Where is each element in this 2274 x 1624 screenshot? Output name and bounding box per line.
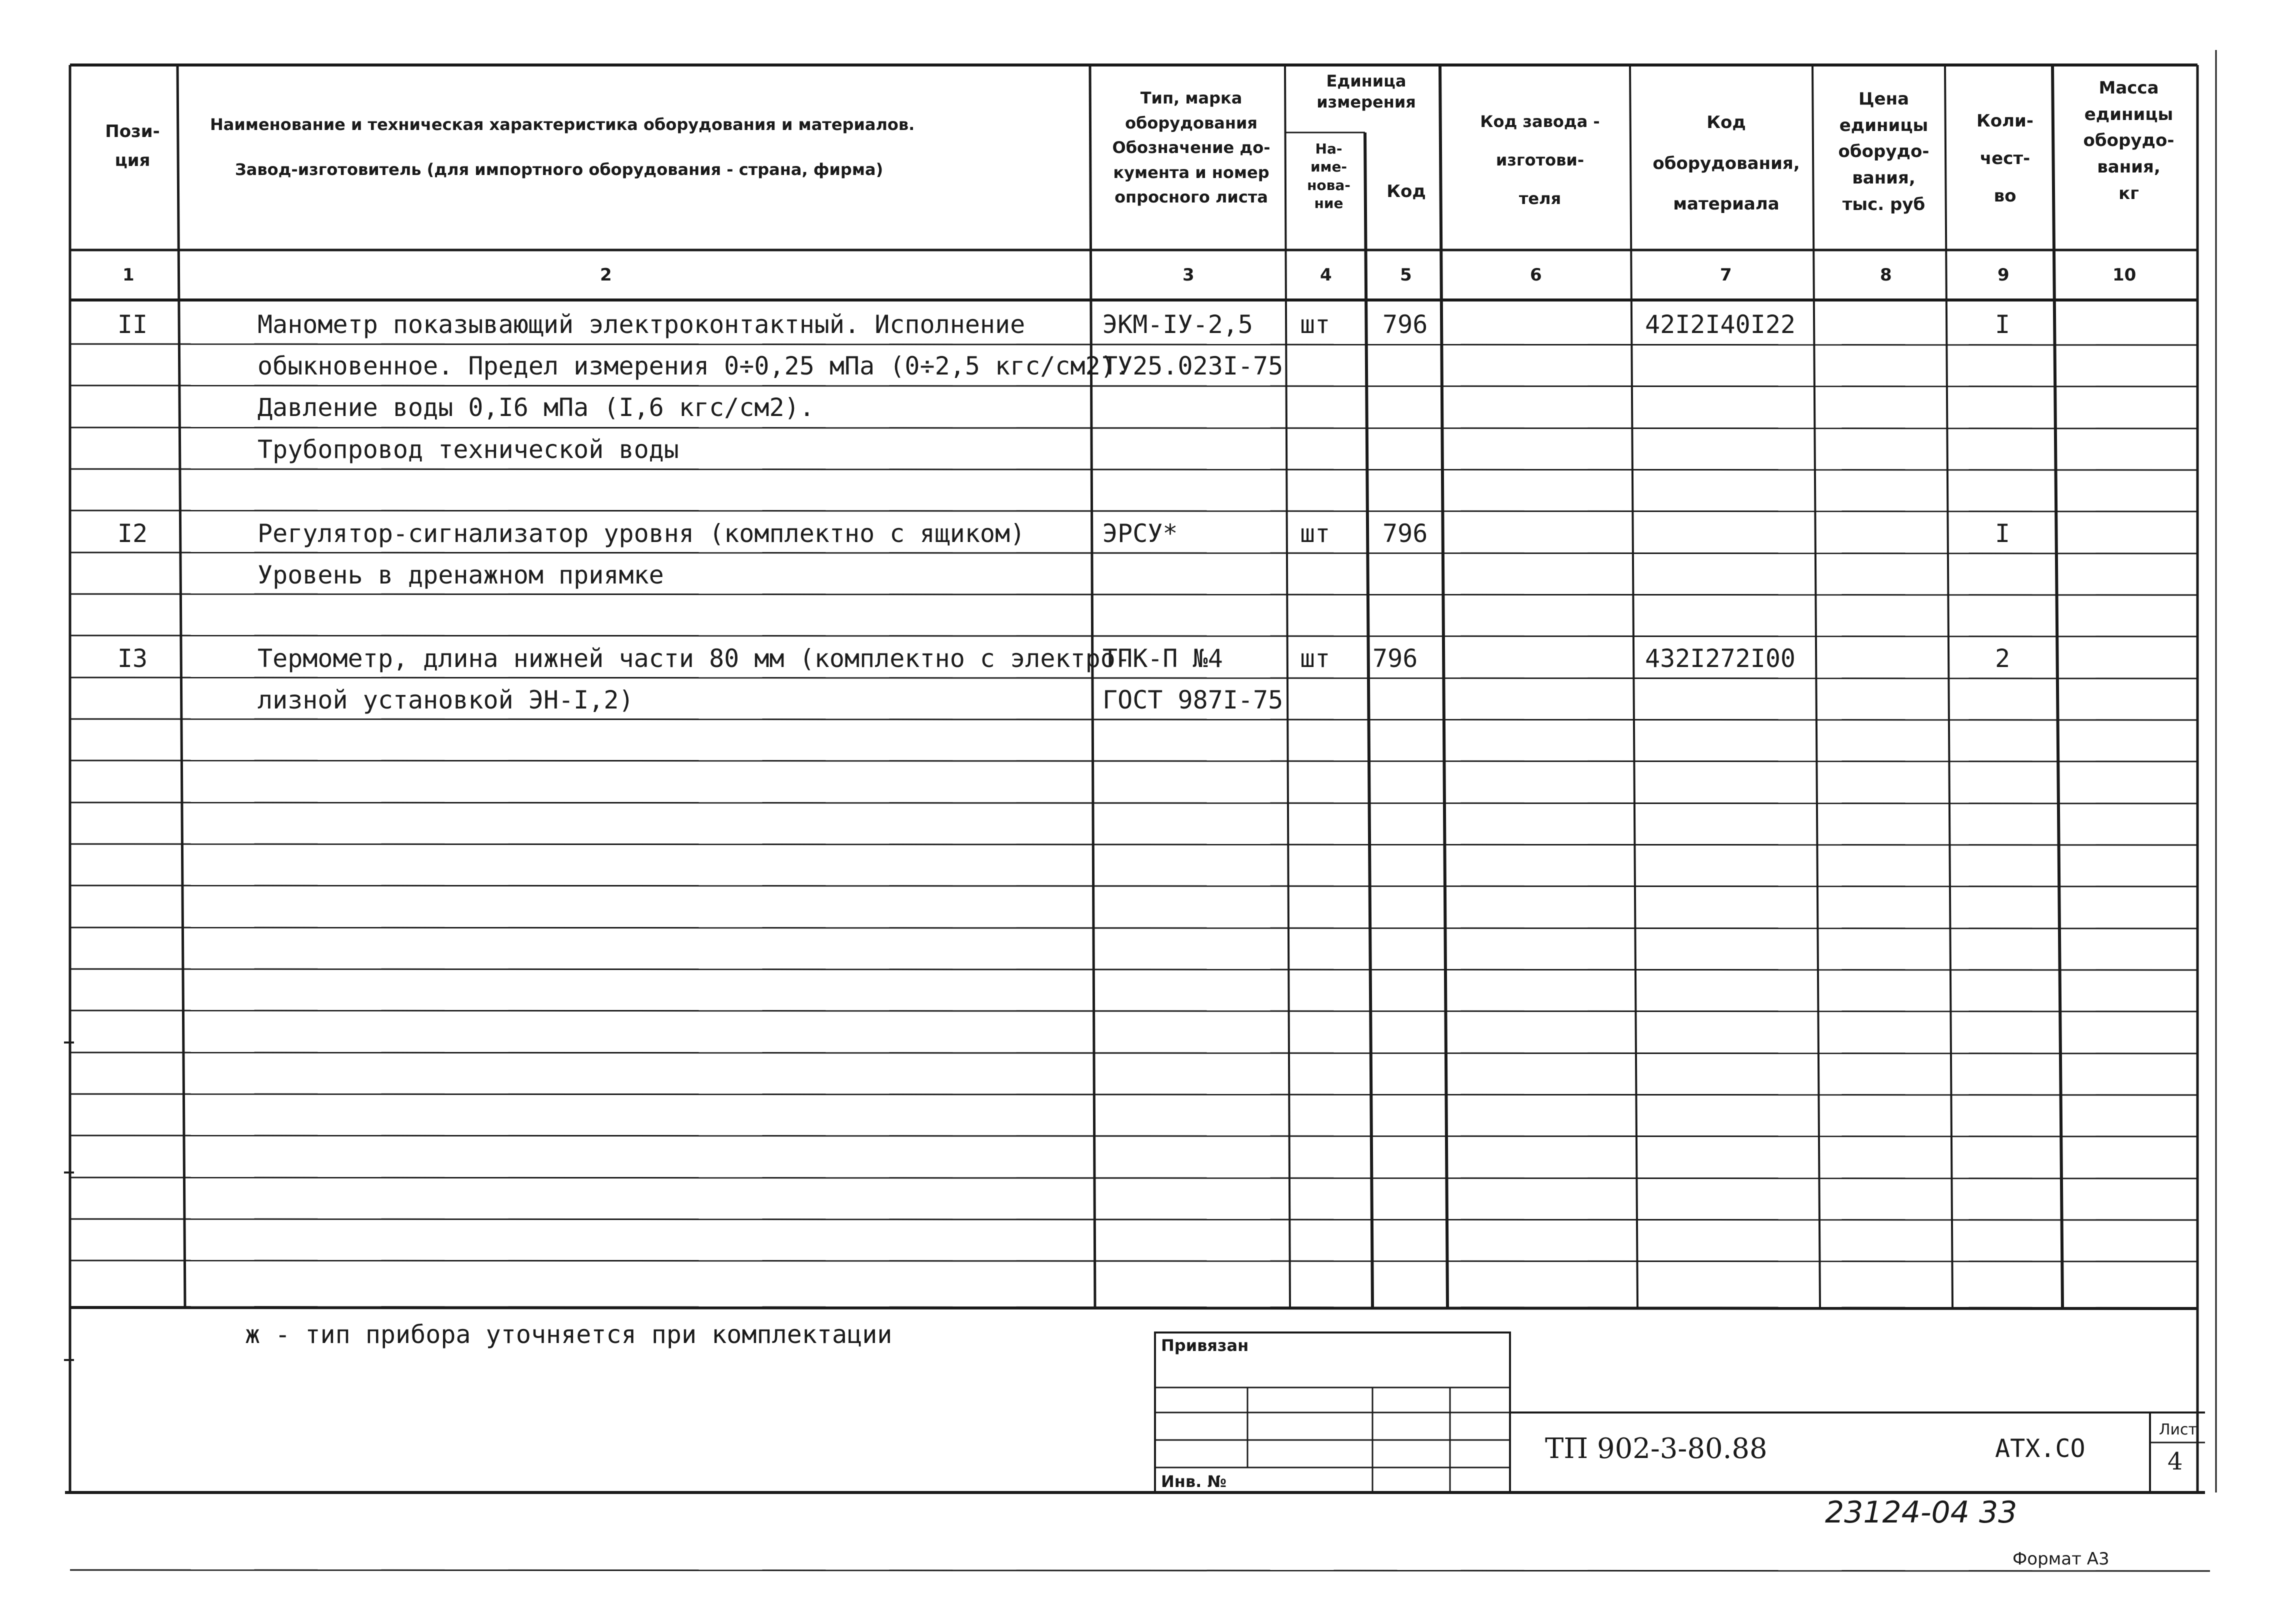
header-position: Пози- ция bbox=[105, 122, 160, 170]
stamp-inventory-label: Инв. № bbox=[1161, 1472, 1226, 1491]
colnum-3: 3 bbox=[1182, 265, 1194, 285]
row-name: Уровень в дренажном приямке bbox=[258, 560, 664, 590]
row-equipment-code: 432I272I00 bbox=[1645, 644, 1796, 673]
header-price: Цена единицы оборудо- вания, тыс. руб bbox=[1838, 89, 1930, 214]
header-quantity: Коли- чест- во bbox=[1976, 111, 2034, 206]
row-name: Трубопровод технической воды bbox=[258, 435, 679, 464]
row-name: лизной установкой ЭН-I,2) bbox=[258, 686, 634, 714]
set-code: АТХ.СО bbox=[1995, 1434, 2086, 1463]
row-unit: шт bbox=[1300, 519, 1330, 548]
header-unit-group: Единица измерения bbox=[1316, 72, 1416, 112]
sheet-label: Лист bbox=[2159, 1421, 2198, 1438]
row-unit: шт bbox=[1300, 310, 1330, 339]
row-equipment-code: 42I2I40I22 bbox=[1645, 310, 1796, 339]
row-type: ЭКМ-IУ-2,5 bbox=[1102, 310, 1254, 339]
colnum-6: 6 bbox=[1530, 265, 1542, 285]
colnum-2: 2 bbox=[600, 265, 612, 285]
row-position: I3 bbox=[117, 644, 148, 673]
header-mass: Масса единицы оборудо- вания, кг bbox=[2083, 78, 2174, 204]
document-code: ТП 902-3-80.88 bbox=[1545, 1432, 1768, 1465]
colnum-8: 8 bbox=[1880, 265, 1892, 285]
row-quantity: I bbox=[1995, 519, 2010, 548]
footnote: ж - тип прибора уточняется при комплектации bbox=[245, 1320, 892, 1349]
row-unit: шт bbox=[1300, 644, 1330, 673]
row-code: 796 bbox=[1382, 519, 1428, 548]
header-name-line1: Наименование и техническая характеристика оборудования и материалов. bbox=[210, 115, 915, 134]
colnum-9: 9 bbox=[1998, 265, 2010, 285]
row-type: ТУ25.023I-75 bbox=[1102, 352, 1284, 380]
row-code: 796 bbox=[1372, 644, 1418, 673]
stamp-bound-label: Привязан bbox=[1161, 1336, 1249, 1355]
colnum-10: 10 bbox=[2112, 265, 2136, 285]
header-name-line2: Завод-изготовитель (для импортного оборудования - страна, фирма) bbox=[235, 160, 884, 179]
paper-format: Формат А3 bbox=[2012, 1549, 2110, 1569]
row-type: ГОСТ 987I-75 bbox=[1102, 686, 1284, 714]
header-unit-name: На- име- нова- ние bbox=[1307, 140, 1350, 212]
row-position: I2 bbox=[117, 519, 148, 548]
header-factory-code: Код завода - изготови- теля bbox=[1480, 112, 1600, 208]
row-type: ЭРСУ* bbox=[1102, 519, 1178, 548]
colnum-1: 1 bbox=[122, 265, 134, 285]
handwritten-number: 23124-04 33 bbox=[1825, 1495, 2018, 1530]
row-type: ТПК-П №4 bbox=[1102, 644, 1223, 673]
row-name: Термометр, длина нижней части 80 мм (комплектно с электро- bbox=[258, 644, 1130, 673]
row-name: Давление воды 0,I6 мПа (I,6 кгс/см2). bbox=[258, 393, 814, 422]
sheet-number: 4 bbox=[2168, 1448, 2183, 1476]
row-name: обыкновенное. Предел измерения 0÷0,25 мПа (0÷2,5 кгс/см2). bbox=[258, 352, 1130, 380]
row-name: Манометр показывающий электроконтактный. Исполнение bbox=[258, 310, 1026, 339]
colnum-4: 4 bbox=[1320, 265, 1332, 285]
row-name: Регулятор-сигнализатор уровня (комплектно с ящиком) bbox=[258, 519, 1026, 548]
row-position: II bbox=[117, 310, 148, 339]
header-equipment-code: Код оборудования, материала bbox=[1652, 112, 1800, 214]
colnum-5: 5 bbox=[1400, 265, 1412, 285]
colnum-7: 7 bbox=[1720, 265, 1732, 285]
header-unit-code: Код bbox=[1386, 182, 1426, 202]
row-quantity: 2 bbox=[1995, 644, 2010, 673]
header-type: Тип, марка оборудования Обозначение до- кумента и номер опросного листа bbox=[1112, 88, 1270, 207]
row-code: 796 bbox=[1382, 310, 1428, 339]
row-quantity: I bbox=[1995, 310, 2010, 339]
